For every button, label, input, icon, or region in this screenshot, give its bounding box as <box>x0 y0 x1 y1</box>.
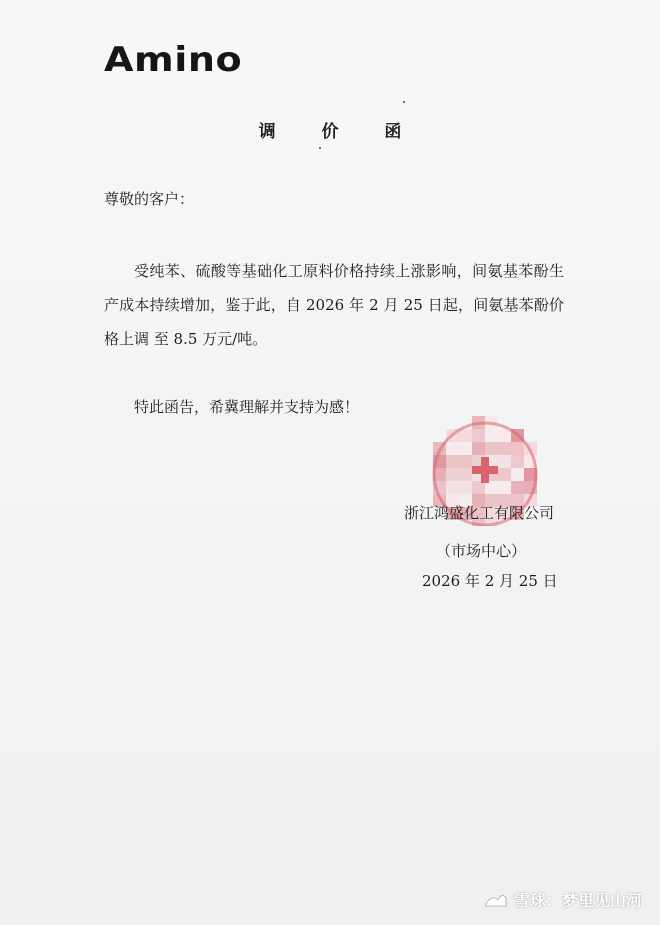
body-paragraph: 受纯苯、硫酸等基础化工原料价格持续上涨影响，间氨基苯酚生产成本持续增加，鉴于此，自 2026 年 2 月 25 日起，间氨基苯酚价格上调 至 8.5 万元/吨。 <box>104 262 564 348</box>
title-char: 函 <box>384 122 402 142</box>
speck <box>319 147 321 149</box>
seal-mosaic-cell <box>446 468 459 481</box>
signature-company: 浙江鸿盛化工有限公司 <box>404 504 555 522</box>
title-char: 调 <box>258 122 276 142</box>
seal-mosaic-cell <box>459 468 472 481</box>
seal-mosaic-cell <box>472 442 485 455</box>
document-title <box>0 117 660 142</box>
company-logo: Amino <box>104 40 243 80</box>
seal-mosaic-cell <box>498 468 511 481</box>
seal-mosaic-cell <box>472 429 485 442</box>
salutation: 尊敬的客户： <box>104 190 195 208</box>
watermark <box>484 888 642 911</box>
seal-mosaic-cell <box>511 442 524 455</box>
signature-department: （市场中心） <box>436 542 527 560</box>
seal-mosaic-cell <box>459 442 472 455</box>
seal-mosaic-cell <box>511 468 524 481</box>
seal-mosaic-cell <box>498 442 511 455</box>
seal-mosaic-cell <box>511 481 524 494</box>
title-char: 价 <box>321 122 339 142</box>
seal-star-mark <box>481 457 489 483</box>
seal-mosaic-cell <box>498 481 511 494</box>
seal-mosaic-cell <box>511 455 524 468</box>
seal-mosaic-cell <box>459 481 472 494</box>
seal-mosaic-cell <box>459 429 472 442</box>
snowball-icon <box>484 890 508 910</box>
seal-mosaic-cell <box>446 442 459 455</box>
seal-mosaic-cell <box>446 481 459 494</box>
closing-line: 特此函告，希冀理解并支持为感！ <box>134 398 360 416</box>
seal-mosaic-cell <box>459 455 472 468</box>
seal-mosaic-cell <box>485 429 498 442</box>
signature-date: 2026 年 2 月 25 日 <box>422 572 558 590</box>
watermark-text: 雪球：梦里见山河 <box>513 891 642 910</box>
seal-mosaic-cell <box>498 429 511 442</box>
seal-mosaic-cell <box>498 455 511 468</box>
speck <box>403 101 405 103</box>
seal-mosaic-cell <box>485 442 498 455</box>
seal-mosaic-cell <box>446 455 459 468</box>
